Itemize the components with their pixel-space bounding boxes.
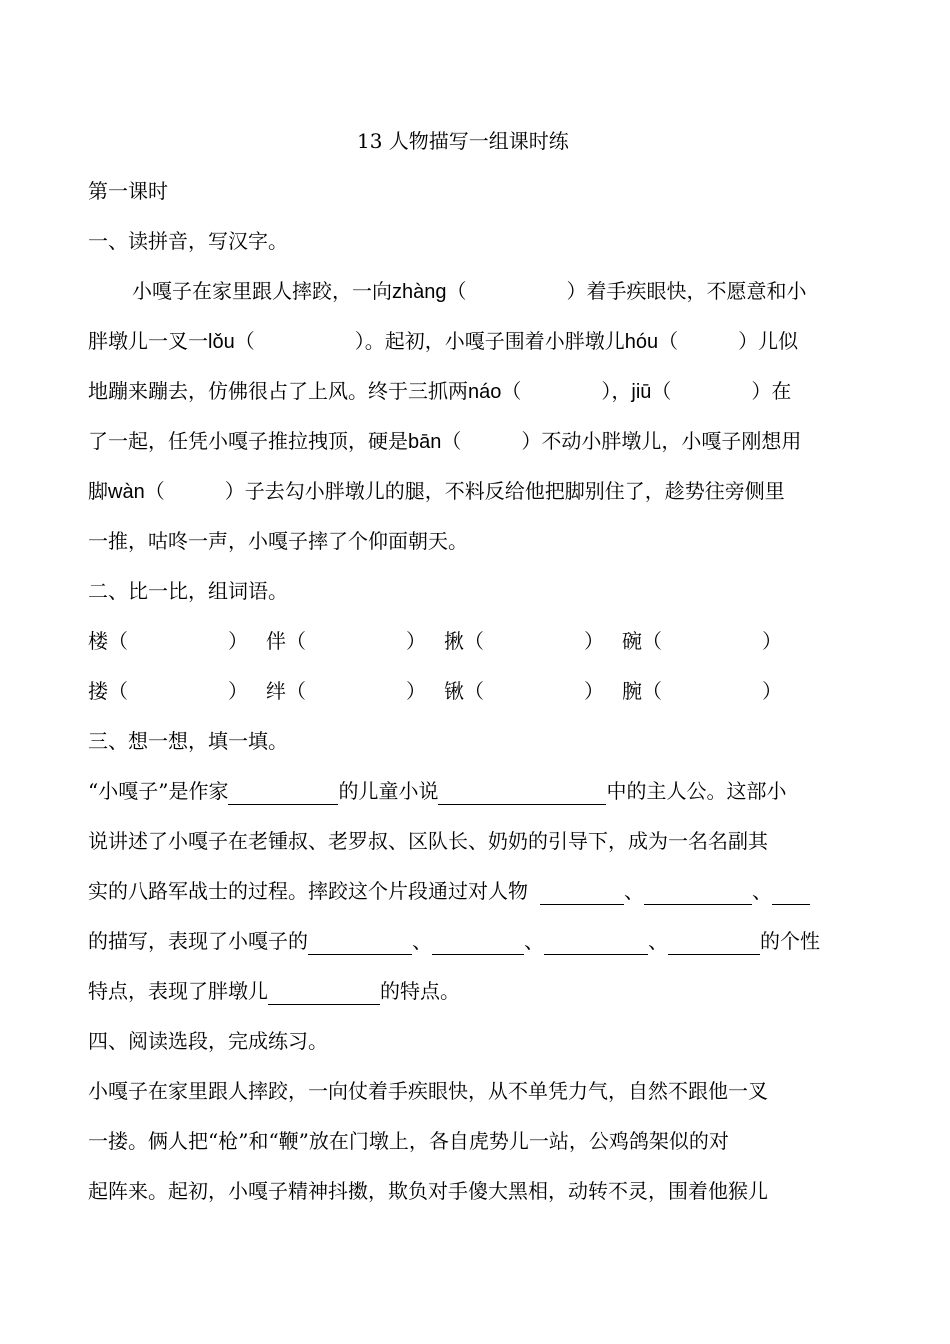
word-group-item[interactable]: 揪（ ） [444, 629, 604, 653]
section4-passage-line-1: 小嘎子在家里跟人摔跤，一向仗着手疾眼快，从不单凭力气，自然不跟他一叉 [88, 1079, 768, 1103]
blank-fill[interactable]: （ ）儿似 [658, 329, 799, 353]
section3-line-1 [88, 777, 786, 805]
section3-line-5 [88, 977, 460, 1005]
fill-blank[interactable] [544, 932, 648, 955]
pinyin: bān [408, 431, 442, 453]
section1-paragraph-line-4 [88, 427, 801, 455]
section2-row-1 [88, 627, 868, 655]
section1-paragraph-line-3 [88, 377, 791, 405]
section4-passage-line-3: 起阵来。起初，小嘎子精神抖擞，欺负对手傻大黑相，动转不灵，围着他猴儿 [88, 1179, 768, 1203]
text: 了一起，任凭小嘎子推拉拽顶，硬是 [88, 429, 408, 453]
separator: 、 [752, 879, 772, 903]
word-group-item[interactable]: 锹（ ） [444, 679, 604, 703]
text: 的特点。 [380, 979, 460, 1003]
section2-row-2 [88, 677, 868, 705]
section1-paragraph-line-5 [88, 477, 785, 505]
text: 小嘎子在家里跟人摔跤，一向 [132, 279, 392, 303]
section3-line-4 [88, 927, 820, 955]
separator: 、 [624, 879, 644, 903]
separator: 、 [648, 929, 668, 953]
blank-fill[interactable]: （ ）着手疾眼快，不愿意和小 [446, 279, 807, 303]
blank-fill[interactable]: （ ）， [501, 379, 632, 403]
fill-blank[interactable] [228, 782, 338, 805]
blank-fill[interactable]: （ ）不动小胖墩儿，小嘎子刚想用 [441, 429, 802, 453]
pinyin: wàn [108, 481, 145, 503]
section3-line-2: 说讲述了小嘎子在老锺叔、老罗叔、区队长、奶奶的引导下，成为一名名副其 [88, 829, 768, 853]
text: 的儿童小说 [338, 779, 439, 803]
text: 胖墩儿一叉一 [88, 329, 208, 353]
blank-fill[interactable]: （ ）。起初，小嘎子围着小胖墩儿 [234, 329, 625, 353]
pinyin: lǒu [208, 331, 235, 353]
fill-blank[interactable] [540, 882, 624, 905]
pinyin: zhàng [392, 281, 447, 303]
fill-blank[interactable] [308, 932, 412, 955]
blank-fill[interactable]: （ ）在 [651, 379, 792, 403]
text: 特点，表现了胖墩儿 [88, 979, 268, 1003]
text: 脚 [88, 479, 108, 503]
separator: 、 [412, 929, 432, 953]
word-group-item[interactable]: 碗（ ） [622, 629, 782, 653]
section2-heading: 二、比一比，组词语。 [88, 579, 288, 603]
text: 的描写，表现了小嘎子的 [88, 929, 308, 953]
separator: 、 [524, 929, 544, 953]
text: 中的主人公。这部小 [606, 779, 787, 803]
text: 实的八路军战士的过程。摔跤这个片段通过对人物 [88, 879, 528, 903]
pinyin: náo [468, 381, 502, 403]
section4-heading: 四、阅读选段，完成练习。 [88, 1029, 328, 1053]
fill-blank[interactable] [644, 882, 752, 905]
section1-paragraph-line-6: 一推，咕咚一声，小嘎子摔了个仰面朝天。 [88, 529, 468, 553]
fill-blank[interactable] [268, 982, 380, 1005]
section1-paragraph-line-2 [88, 327, 798, 355]
section3-line-3 [88, 877, 810, 905]
word-group-item[interactable]: 腕（ ） [622, 679, 782, 703]
text: 的个性 [760, 929, 820, 953]
lesson-label: 第一课时 [88, 179, 168, 203]
section1-paragraph-line-1 [132, 277, 807, 305]
fill-blank[interactable] [772, 882, 810, 905]
word-group-item[interactable]: 搂（ ） [88, 679, 248, 703]
word-group-item[interactable]: 伴（ ） [266, 629, 426, 653]
page-title: 13 人物描写一组课时练 [357, 129, 569, 153]
blank-fill[interactable]: （ ）子去勾小胖墩儿的腿，不料反给他把脚别住了，趁势往旁侧里 [144, 479, 785, 503]
word-group-item[interactable]: 楼（ ） [88, 629, 248, 653]
section4-passage-line-2: 一搂。俩人把“枪”和“鞭”放在门墩上，各自虎势儿一站，公鸡鸽架似的对 [88, 1129, 729, 1153]
fill-blank[interactable] [438, 782, 606, 805]
fill-blank[interactable] [432, 932, 524, 955]
pinyin: jiū [631, 381, 652, 403]
fill-blank[interactable] [668, 932, 760, 955]
section1-heading: 一、读拼音，写汉字。 [88, 229, 288, 253]
pinyin: hóu [624, 331, 659, 353]
word-group-item[interactable]: 绊（ ） [266, 679, 426, 703]
text: 地蹦来蹦去，仿佛很占了上风。终于三抓两 [88, 379, 468, 403]
section3-heading: 三、想一想，填一填。 [88, 729, 288, 753]
text: “小嘎子”是作家 [88, 779, 229, 803]
